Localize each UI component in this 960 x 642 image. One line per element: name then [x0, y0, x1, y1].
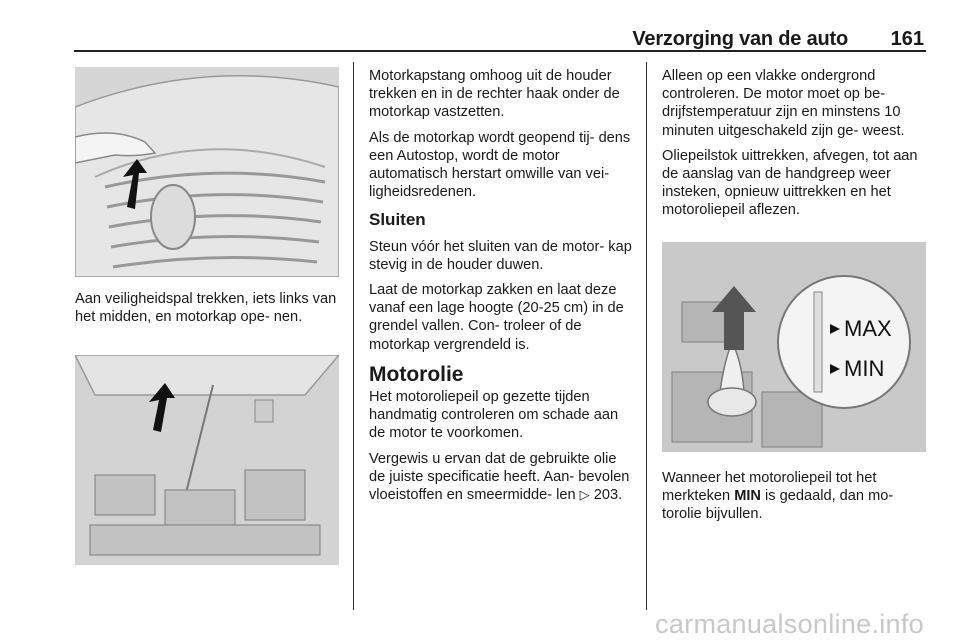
paragraph-oil-spec	[369, 450, 635, 506]
paragraph-dipstick: Oliepeilstok uittrekken, afvegen, tot aan de aanslag van de handgreep weer insteken, opnieuw uittrekken en het motoroliepeil aflezen.	[662, 147, 918, 219]
paragraph-autostop: Als de motorkap wordt geopend tij- dens een Autostop, wordt de motor automatisch herstart omwille van vei- ligheidsredenen.	[369, 129, 631, 201]
dipstick-illustration	[662, 242, 926, 452]
paragraph-oil-check: Het motoroliepeil op gezette tijden handmatig controleren om schade aan de motor te voorkomen.	[369, 389, 619, 442]
page-header	[74, 28, 926, 50]
page-number: 161	[890, 28, 924, 50]
column-3	[662, 67, 928, 227]
section-title: Verzorging van de auto	[632, 28, 848, 50]
column-2	[369, 67, 635, 512]
column-divider-1	[353, 62, 354, 610]
column-1	[75, 290, 339, 333]
dipstick-min-label: MIN	[844, 356, 885, 381]
paragraph-refill	[662, 469, 928, 524]
column-3-bottom	[662, 469, 928, 531]
refill-text-start: Wanneer het motoroliepeil tot het merkteken	[662, 470, 877, 505]
oil-spec-text: Vergewis u ervan dat de gebruikte olie de juiste specificatie heeft. Aan- bevolen vloeistoffen en smeermidde- len	[369, 450, 630, 504]
paragraph-hood-rod: Motorkapstang omhoog uit de houder trekken en in de rechter haak onder de motorkap vastzetten.	[369, 68, 620, 121]
page-reference-link[interactable]: 203.	[593, 487, 623, 504]
paragraph-support: Steun vóór het sluiten van de motor- kap stevig in de houder duwen.	[369, 238, 632, 273]
header-rule	[74, 50, 926, 52]
paragraph-lower-hood: Laat de motorkap zakken en laat deze vanaf een lage hoogte (20-25 cm) in de grendel vallen. Con- troleer of de motorkap vergrendeld is.	[369, 282, 624, 353]
min-mark: MIN	[734, 488, 761, 505]
heading-sluiten: Sluiten	[369, 210, 426, 230]
heading-motorolie: Motorolie	[369, 362, 464, 386]
caption-hood-release: Aan veiligheidspal trekken, iets links van het midden, en motorkap ope- nen.	[75, 291, 337, 326]
dipstick-max-label: MAX	[844, 316, 892, 341]
watermark: carmanualsonline.info	[655, 609, 924, 639]
column-divider-2	[646, 62, 647, 610]
refill-text-end: is gedaald, dan mo- torolie bijvullen.	[662, 488, 894, 523]
hood-open-illustration	[75, 355, 339, 565]
paragraph-level-ground: Alleen op een vlakke ondergrond controleren. De motor moet op be- drijfstemperatuur zijn en minstens 10 minuten uitgeschakeld zijn ge- weest.	[662, 68, 905, 139]
reference-arrow-icon: ▷	[579, 488, 590, 504]
hood-release-illustration	[75, 67, 339, 277]
